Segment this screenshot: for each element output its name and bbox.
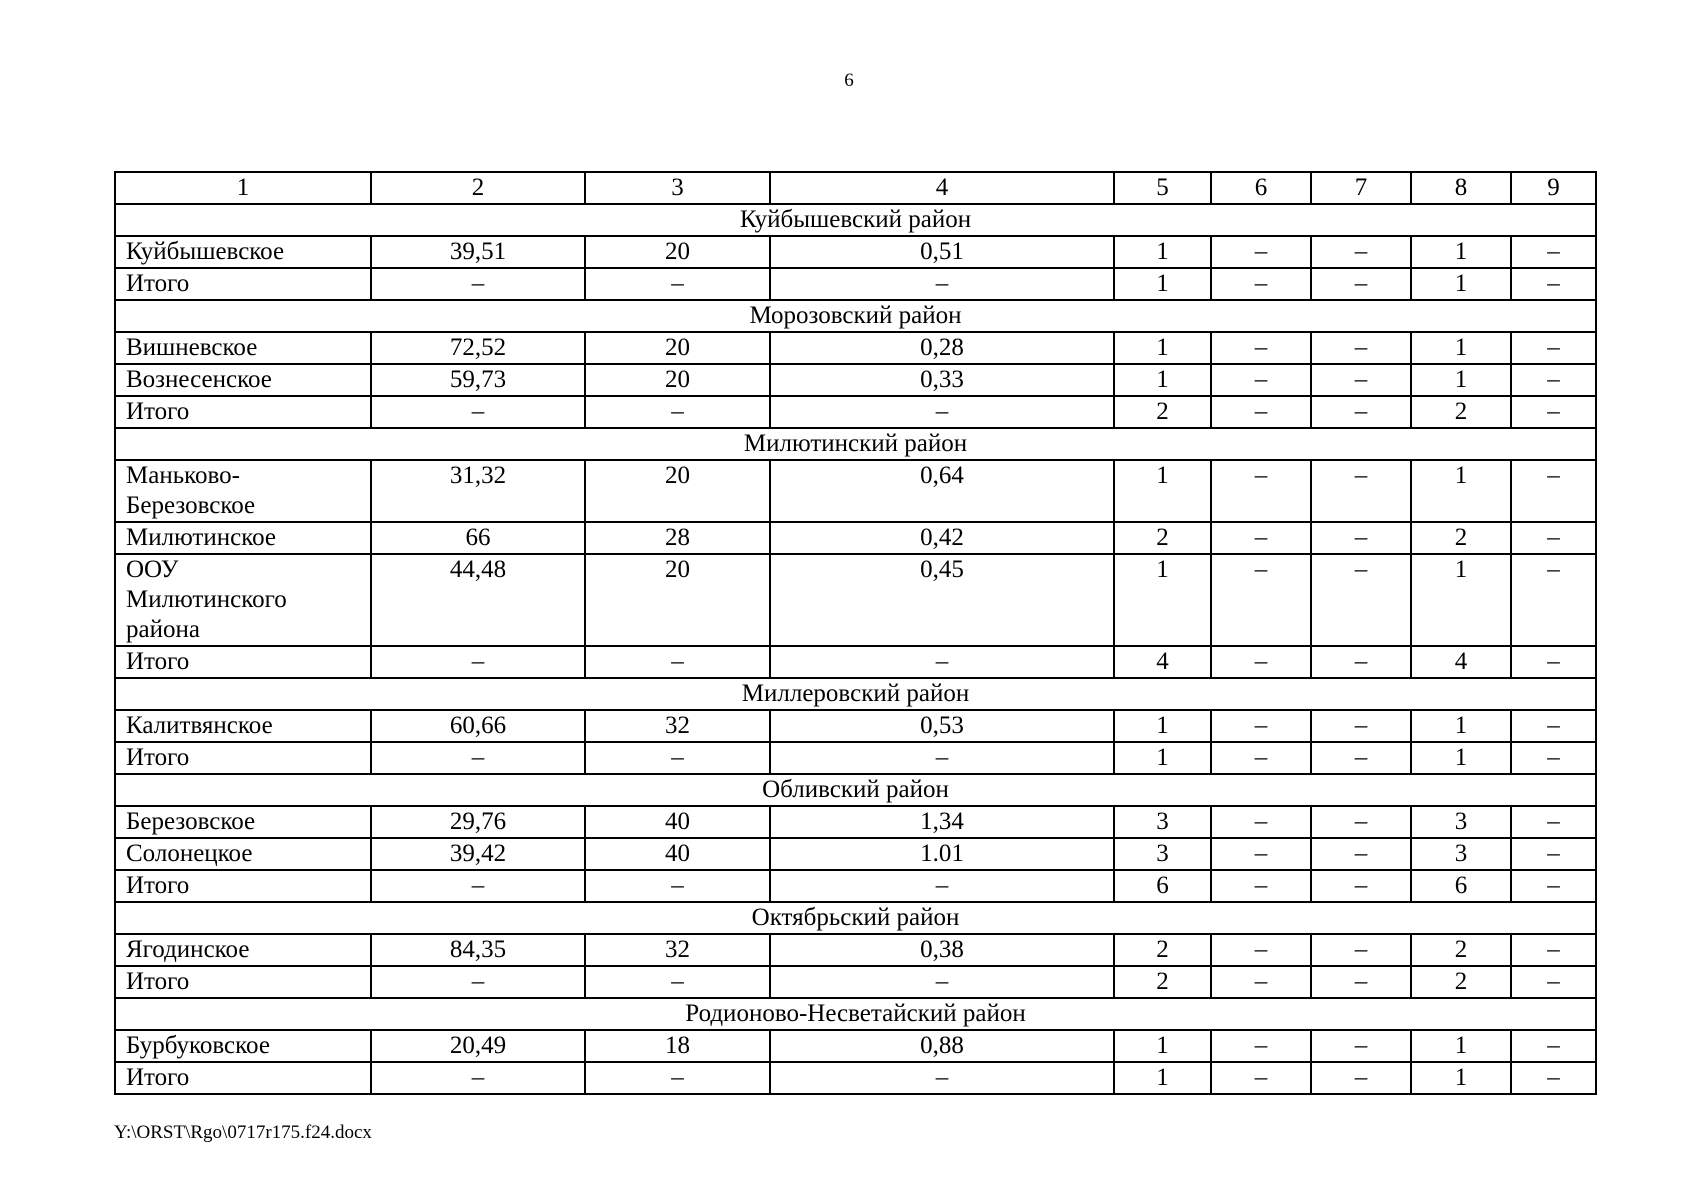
settlement-name-cell: Бурбуковское (115, 1030, 371, 1062)
total-row (115, 268, 1596, 300)
settlement-name-cell: Итого (115, 742, 371, 774)
settlement-name-cell: Солонецкое (115, 838, 371, 870)
district-header-row (115, 204, 1596, 236)
district-header-row (115, 774, 1596, 806)
value-cell: – (1311, 1062, 1411, 1094)
table-row (115, 806, 1596, 838)
value-cell: – (770, 268, 1114, 300)
value-cell: 44,48 (371, 554, 585, 646)
value-cell: 59,73 (371, 364, 585, 396)
value-cell: 1 (1411, 1062, 1511, 1094)
value-cell: – (770, 870, 1114, 902)
value-cell: – (1511, 742, 1596, 774)
value-cell: 2 (1411, 396, 1511, 428)
value-cell: 3 (1114, 838, 1211, 870)
value-cell: 39,42 (371, 838, 585, 870)
value-cell: – (1511, 332, 1596, 364)
table-row (115, 1030, 1596, 1062)
district-name: Милютинский район (115, 428, 1596, 460)
value-cell: 3 (1114, 806, 1211, 838)
value-cell: – (1211, 838, 1311, 870)
value-cell: 0,28 (770, 332, 1114, 364)
value-cell: – (1311, 364, 1411, 396)
value-cell: 60,66 (371, 710, 585, 742)
district-header-row (115, 428, 1596, 460)
value-cell: 28 (585, 522, 770, 554)
value-cell: 1 (1411, 236, 1511, 268)
value-cell: 1 (1411, 742, 1511, 774)
value-cell: – (1211, 966, 1311, 998)
value-cell: 18 (585, 1030, 770, 1062)
value-cell: 0,64 (770, 460, 1114, 522)
value-cell: – (371, 268, 585, 300)
value-cell: – (1511, 460, 1596, 522)
value-cell: 0,45 (770, 554, 1114, 646)
value-cell: – (1311, 742, 1411, 774)
value-cell: – (371, 396, 585, 428)
district-header-row (115, 998, 1596, 1030)
value-cell: 20 (585, 364, 770, 396)
value-cell: 1 (1411, 1030, 1511, 1062)
value-cell: 1,34 (770, 806, 1114, 838)
value-cell: – (1511, 966, 1596, 998)
table-row (115, 236, 1596, 268)
header-cell: 2 (371, 172, 585, 204)
value-cell: – (1211, 364, 1311, 396)
value-cell: – (371, 1062, 585, 1094)
table-row (115, 460, 1596, 522)
value-cell: – (1311, 838, 1411, 870)
value-cell: – (585, 742, 770, 774)
settlement-name-cell: Итого (115, 646, 371, 678)
settlement-name-cell: Милютинское (115, 522, 371, 554)
value-cell: 1 (1411, 268, 1511, 300)
value-cell: – (1211, 396, 1311, 428)
total-row (115, 1062, 1596, 1094)
value-cell: – (585, 1062, 770, 1094)
value-cell: 32 (585, 710, 770, 742)
value-cell: – (1311, 710, 1411, 742)
value-cell: 1 (1114, 332, 1211, 364)
header-cell: 6 (1211, 172, 1311, 204)
settlement-name-cell: ООУ Милютинского района (115, 554, 371, 646)
total-row (115, 870, 1596, 902)
value-cell: – (1211, 806, 1311, 838)
value-cell: – (1211, 554, 1311, 646)
value-cell: – (1211, 646, 1311, 678)
value-cell: – (1211, 870, 1311, 902)
value-cell: – (1311, 1030, 1411, 1062)
value-cell: – (585, 396, 770, 428)
value-cell: 1 (1114, 460, 1211, 522)
value-cell: 84,35 (371, 934, 585, 966)
value-cell: 2 (1411, 934, 1511, 966)
value-cell: – (1211, 522, 1311, 554)
header-cell: 5 (1114, 172, 1211, 204)
value-cell: 40 (585, 806, 770, 838)
value-cell: – (1511, 646, 1596, 678)
district-name: Куйбышевский район (115, 204, 1596, 236)
district-name: Обливский район (115, 774, 1596, 806)
value-cell: – (1511, 364, 1596, 396)
district-name: Морозовский район (115, 300, 1596, 332)
value-cell: 4 (1411, 646, 1511, 678)
value-cell: – (1511, 934, 1596, 966)
value-cell: – (770, 742, 1114, 774)
value-cell: 20,49 (371, 1030, 585, 1062)
settlement-name-cell: Итого (115, 396, 371, 428)
value-cell: – (1311, 268, 1411, 300)
settlement-name-cell: Вишневское (115, 332, 371, 364)
value-cell: 3 (1411, 806, 1511, 838)
settlement-name-cell: Маньково- Березовское (115, 460, 371, 522)
table-row (115, 522, 1596, 554)
settlement-name-cell: Итого (115, 966, 371, 998)
value-cell: – (1511, 396, 1596, 428)
value-cell: – (1211, 268, 1311, 300)
value-cell: 1 (1114, 710, 1211, 742)
value-cell: 29,76 (371, 806, 585, 838)
value-cell: – (1311, 332, 1411, 364)
value-cell: – (770, 966, 1114, 998)
value-cell: 0,33 (770, 364, 1114, 396)
value-cell: 72,52 (371, 332, 585, 364)
table-header-row (115, 172, 1596, 204)
district-name: Миллеровский район (115, 678, 1596, 710)
header-cell: 9 (1511, 172, 1596, 204)
value-cell: 2 (1114, 966, 1211, 998)
value-cell: – (1211, 934, 1311, 966)
value-cell: 4 (1114, 646, 1211, 678)
header-cell: 1 (115, 172, 371, 204)
value-cell: 2 (1114, 522, 1211, 554)
value-cell: 1 (1114, 236, 1211, 268)
value-cell: – (585, 268, 770, 300)
settlement-name-cell: Березовское (115, 806, 371, 838)
data-table (114, 171, 1597, 1095)
value-cell: 20 (585, 236, 770, 268)
district-header-row (115, 300, 1596, 332)
table-row (115, 934, 1596, 966)
value-cell: – (1511, 870, 1596, 902)
value-cell: – (1311, 870, 1411, 902)
value-cell: 66 (371, 522, 585, 554)
value-cell: – (1511, 522, 1596, 554)
table-row (115, 332, 1596, 364)
value-cell: – (1311, 554, 1411, 646)
table-row (115, 554, 1596, 646)
table-row (115, 364, 1596, 396)
district-name: Родионово-Несветайский район (115, 998, 1596, 1030)
value-cell: 1 (1114, 554, 1211, 646)
total-row (115, 742, 1596, 774)
value-cell: 1.01 (770, 838, 1114, 870)
footer-file-path: Y:\ORST\Rgo\0717r175.f24.docx (114, 1122, 372, 1143)
value-cell: 0,42 (770, 522, 1114, 554)
value-cell: 2 (1114, 934, 1211, 966)
value-cell: – (585, 646, 770, 678)
value-cell: 40 (585, 838, 770, 870)
value-cell: 2 (1114, 396, 1211, 428)
settlement-name-cell: Итого (115, 1062, 371, 1094)
value-cell: – (585, 870, 770, 902)
value-cell: – (770, 1062, 1114, 1094)
value-cell: – (1211, 742, 1311, 774)
value-cell: 2 (1411, 966, 1511, 998)
value-cell: 1 (1411, 710, 1511, 742)
value-cell: 0,88 (770, 1030, 1114, 1062)
value-cell: 3 (1411, 838, 1511, 870)
settlement-name-cell: Итого (115, 268, 371, 300)
value-cell: 1 (1411, 554, 1511, 646)
value-cell: – (371, 646, 585, 678)
total-row (115, 396, 1596, 428)
district-header-row (115, 678, 1596, 710)
value-cell: – (1511, 1062, 1596, 1094)
value-cell: 39,51 (371, 236, 585, 268)
value-cell: – (585, 966, 770, 998)
value-cell: – (1311, 396, 1411, 428)
header-cell: 3 (585, 172, 770, 204)
table-row (115, 710, 1596, 742)
value-cell: 1 (1411, 460, 1511, 522)
value-cell: 20 (585, 332, 770, 364)
value-cell: – (1511, 554, 1596, 646)
value-cell: – (1511, 268, 1596, 300)
value-cell: – (1211, 1030, 1311, 1062)
value-cell: – (371, 742, 585, 774)
value-cell: – (371, 870, 585, 902)
value-cell: 0,51 (770, 236, 1114, 268)
settlement-name-cell: Вознесенское (115, 364, 371, 396)
value-cell: – (1211, 460, 1311, 522)
value-cell: – (1311, 966, 1411, 998)
value-cell: – (1511, 806, 1596, 838)
settlement-name-cell: Калитвянское (115, 710, 371, 742)
value-cell: 6 (1411, 870, 1511, 902)
settlement-name-cell: Ягодинское (115, 934, 371, 966)
value-cell: – (1311, 646, 1411, 678)
value-cell: – (1311, 460, 1411, 522)
value-cell: – (1311, 236, 1411, 268)
value-cell: 20 (585, 554, 770, 646)
value-cell: 31,32 (371, 460, 585, 522)
value-cell: 1 (1114, 364, 1211, 396)
table-body (115, 172, 1596, 1094)
page-number: 6 (844, 70, 854, 91)
value-cell: 20 (585, 460, 770, 522)
total-row (115, 646, 1596, 678)
district-name: Октябрьский район (115, 902, 1596, 934)
header-cell: 8 (1411, 172, 1511, 204)
value-cell: 1 (1114, 1030, 1211, 1062)
value-cell: – (1311, 522, 1411, 554)
value-cell: 1 (1114, 268, 1211, 300)
district-header-row (115, 902, 1596, 934)
value-cell: 0,38 (770, 934, 1114, 966)
table-row (115, 838, 1596, 870)
value-cell: 1 (1411, 364, 1511, 396)
value-cell: – (1311, 806, 1411, 838)
value-cell: – (1511, 236, 1596, 268)
value-cell: – (1211, 236, 1311, 268)
value-cell: 6 (1114, 870, 1211, 902)
settlement-name-cell: Итого (115, 870, 371, 902)
settlement-name-cell: Куйбышевское (115, 236, 371, 268)
value-cell: 1 (1114, 1062, 1211, 1094)
total-row (115, 966, 1596, 998)
value-cell: – (770, 646, 1114, 678)
value-cell: – (1211, 332, 1311, 364)
value-cell: 0,53 (770, 710, 1114, 742)
value-cell: – (1511, 1030, 1596, 1062)
value-cell: – (1211, 1062, 1311, 1094)
value-cell: – (1511, 838, 1596, 870)
value-cell: 2 (1411, 522, 1511, 554)
value-cell: 1 (1411, 332, 1511, 364)
value-cell: – (1511, 710, 1596, 742)
value-cell: 1 (1114, 742, 1211, 774)
value-cell: – (371, 966, 585, 998)
value-cell: – (1311, 934, 1411, 966)
value-cell: – (770, 396, 1114, 428)
value-cell: 32 (585, 934, 770, 966)
value-cell: – (1211, 710, 1311, 742)
header-cell: 7 (1311, 172, 1411, 204)
header-cell: 4 (770, 172, 1114, 204)
